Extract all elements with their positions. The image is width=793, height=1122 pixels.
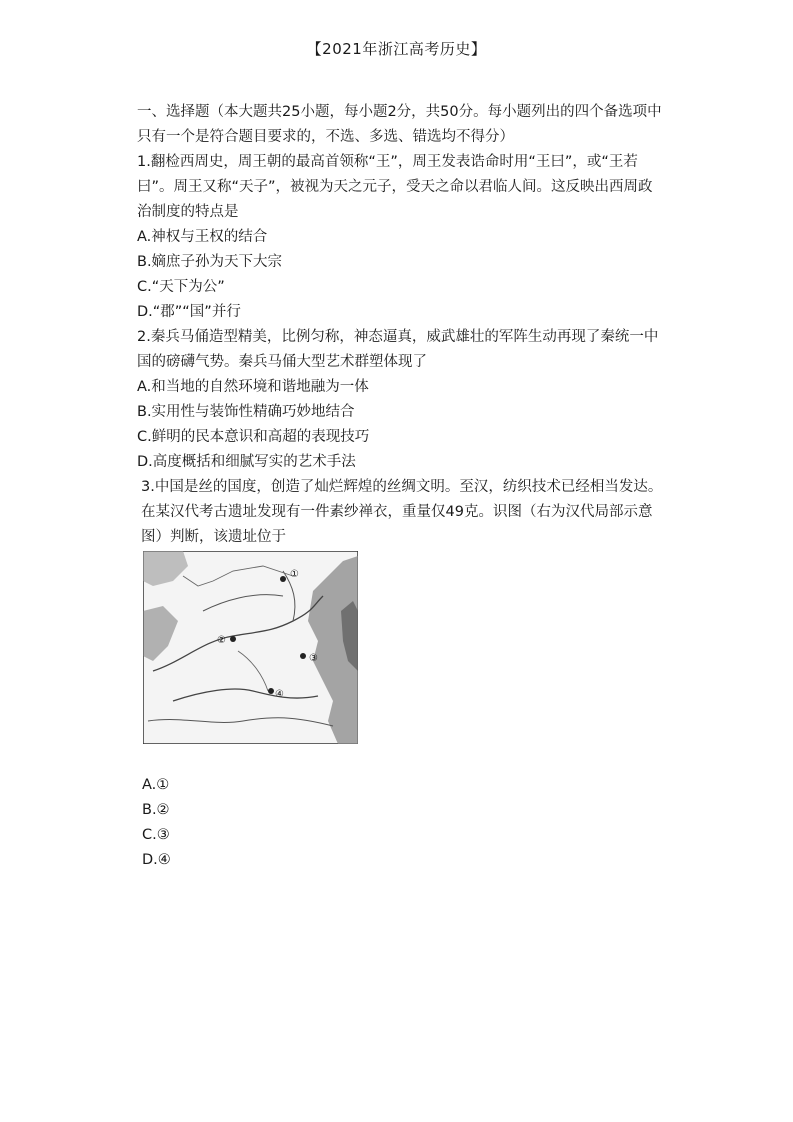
question-1-option-b: B.嫡庶子孙为天下大宗	[137, 254, 283, 270]
question-1-option-c: C.“天下为公”	[137, 279, 225, 295]
map-marker-1: ①	[290, 569, 299, 580]
section-header: 一、选择题（本大题共25小题，每小题2分，共50分。每小题列出的四个备选项中只有一个是符合题目要求的，不选、多选、错选均不得分）	[137, 104, 662, 145]
question-3-stem: 3.中国是丝的国度，创造了灿烂辉煌的丝绸文明。至汉，纺织技术已经相当发达。在某汉代考古遗址发现有一件素纱禅衣，重量仅49克。识图（右为汉代局部示意图）判断，该遗址位于	[141, 479, 663, 545]
question-3-option-b: B.②	[142, 802, 170, 818]
question-3-option-c: C.③	[142, 827, 170, 843]
map-marker-dot	[300, 653, 306, 659]
question-1-option-a: A.神权与王权的结合	[137, 229, 268, 245]
exam-body	[137, 100, 667, 550]
question-2-option-d: D.高度概括和细腻写实的艺术手法	[137, 454, 356, 470]
map-marker-dot	[268, 688, 274, 694]
question-3-options	[142, 773, 171, 873]
map-marker-3: ③	[309, 653, 318, 664]
question-1-stem: 1.翻检西周史，周王朝的最高首领称“王”，周王发表诰命时用“王曰”，或“王若曰”。周王又称“天子”，被视为天之元子，受天之命以君临人间。这反映出西周政治制度的特点是	[137, 154, 653, 220]
question-2-option-a: A.和当地的自然环境和谐地融为一体	[137, 379, 369, 395]
map-marker-dot	[280, 576, 286, 582]
question-3-option-d: D.④	[142, 852, 171, 868]
question-3-option-a: A.①	[142, 777, 170, 793]
page-title: 【2021年浙江高考历史】	[306, 40, 487, 58]
map-marker-4: ④	[275, 689, 284, 700]
map-marker-2: ②	[217, 635, 226, 646]
question-2-option-b: B.实用性与装饰性精确巧妙地结合	[137, 404, 355, 420]
question-2-option-c: C.鲜明的民本意识和高超的表现技巧	[137, 429, 370, 445]
question-2-stem: 2.秦兵马俑造型精美，比例匀称，神态逼真，威武雄壮的军阵生动再现了秦统一中国的磅礴气势。秦兵马俑大型艺术群塑体现了	[137, 329, 659, 370]
map-marker-dot	[230, 636, 236, 642]
han-dynasty-map	[143, 551, 358, 744]
question-1-option-d: D.“郡”“国”并行	[137, 304, 241, 320]
